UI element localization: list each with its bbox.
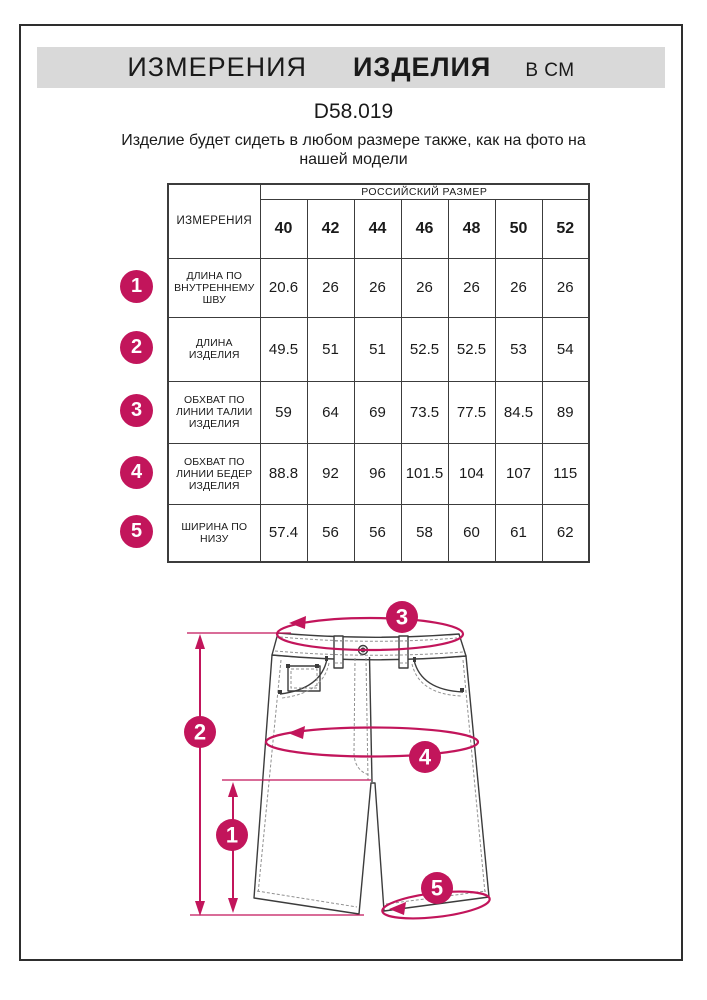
table-row: [168, 381, 589, 443]
row-label-hips: ОБХВАТ ПО ЛИНИИ БЕДЕР ИЗДЕЛИЯ: [168, 443, 260, 504]
size-52: 52: [542, 199, 589, 258]
cell: 58: [401, 504, 448, 562]
cell: 104: [448, 443, 495, 504]
row-label-length: ДЛИНА ИЗДЕЛИЯ: [168, 317, 260, 381]
cell: 51: [354, 317, 401, 381]
table-row: [168, 504, 589, 562]
size-46: 46: [401, 199, 448, 258]
cell: 61: [495, 504, 542, 562]
cell: 69: [354, 381, 401, 443]
cell: 53: [495, 317, 542, 381]
cell: 49.5: [260, 317, 307, 381]
size-42: 42: [307, 199, 354, 258]
row-marker-3: 3: [120, 394, 153, 427]
cell: 26: [495, 258, 542, 317]
cell: 64: [307, 381, 354, 443]
cell: 51: [307, 317, 354, 381]
cell: 89: [542, 381, 589, 443]
cell: 84.5: [495, 381, 542, 443]
cell: 101.5: [401, 443, 448, 504]
cell: 56: [354, 504, 401, 562]
page-title: [127, 52, 574, 83]
shorts-technical-drawing: [180, 585, 500, 935]
cell: 26: [307, 258, 354, 317]
row-marker-1: 1: [120, 270, 153, 303]
size-48: 48: [448, 199, 495, 258]
cell: 26: [354, 258, 401, 317]
diagram-marker-4-label: 4: [418, 744, 432, 770]
cell: 59: [260, 381, 307, 443]
diagram-marker-1-label: 1: [225, 822, 239, 848]
diagram-marker-2-label: 2: [193, 719, 207, 745]
measurements-column-header: ИЗМЕРЕНИЯ: [168, 184, 260, 258]
row-label-waist: ОБХВАТ ПО ЛИНИИ ТАЛИИ ИЗДЕЛИЯ: [168, 381, 260, 443]
cell: 26: [542, 258, 589, 317]
cell: 62: [542, 504, 589, 562]
table-row: [168, 317, 589, 381]
cell: 54: [542, 317, 589, 381]
cell: 92: [307, 443, 354, 504]
cell: 77.5: [448, 381, 495, 443]
diagram-marker-5-label: 5: [430, 875, 444, 901]
row-label-hem-width: ШИРИНА ПО НИЗУ: [168, 504, 260, 562]
cell: 26: [448, 258, 495, 317]
size-table: [167, 183, 590, 563]
row-marker-5: 5: [120, 515, 153, 548]
cell: 56: [307, 504, 354, 562]
diagram-marker-3-label: 3: [395, 604, 409, 630]
title-word-product: ИЗДЕЛИЯ: [353, 52, 492, 82]
row-marker-4: 4: [120, 456, 153, 489]
article-code: D58.019: [313, 100, 394, 123]
size-44: 44: [354, 199, 401, 258]
title-bar: [37, 47, 665, 88]
cell: 115: [542, 443, 589, 504]
table-row: [168, 258, 589, 317]
cell: 57.4: [260, 504, 307, 562]
size-40: 40: [260, 199, 307, 258]
cell: 20.6: [260, 258, 307, 317]
fit-note-line-1: Изделие будет сидеть в любом размере также, как на фото на: [121, 132, 586, 149]
cell: 73.5: [401, 381, 448, 443]
cell: 52.5: [448, 317, 495, 381]
cell: 26: [401, 258, 448, 317]
cell: 107: [495, 443, 542, 504]
fit-note: [0, 131, 707, 169]
cell: 96: [354, 443, 401, 504]
cell: 52.5: [401, 317, 448, 381]
table-row: [168, 443, 589, 504]
shorts-outline: [254, 633, 489, 914]
row-label-inseam: ДЛИНА ПО ВНУТРЕННЕМУ ШВУ: [168, 258, 260, 317]
row-marker-2: 2: [120, 331, 153, 364]
size-group-header: РОССИЙСКИЙ РАЗМЕР: [260, 184, 589, 199]
size-50: 50: [495, 199, 542, 258]
fit-note-line-2: нашей модели: [299, 151, 408, 168]
title-units-label: В СМ: [525, 60, 575, 81]
cell: 88.8: [260, 443, 307, 504]
title-word-measurements: ИЗМЕРЕНИЯ: [127, 52, 307, 82]
cell: 60: [448, 504, 495, 562]
